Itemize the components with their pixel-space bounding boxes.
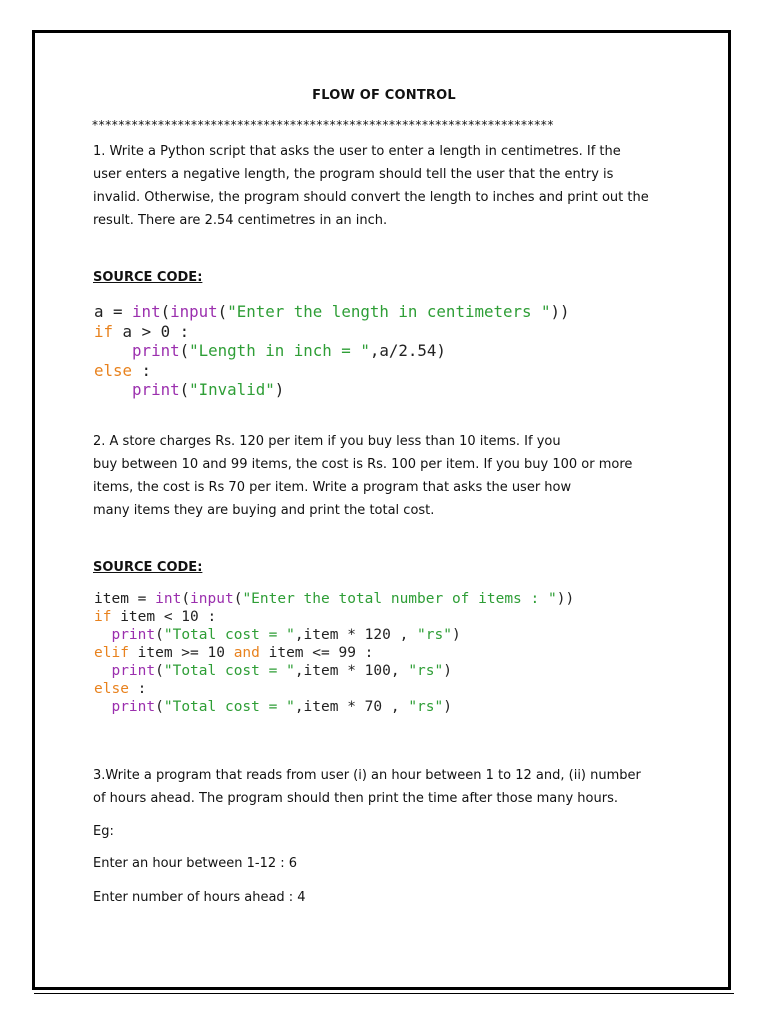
code-token: ): [274, 380, 285, 399]
question-3-line: 3.Write a program that reads from user (i) an hour between 1 to 12 and, (ii) number: [93, 768, 641, 783]
code-token: (: [181, 591, 191, 607]
code-block-1: [94, 302, 570, 400]
code-token: (: [160, 302, 171, 321]
string-token: "Length in inch = ": [189, 341, 370, 360]
question-1-line: user enters a negative length, the program should tell the user that the entry is: [93, 167, 614, 182]
code-indent: [94, 341, 132, 360]
code-token: item <= 99 :: [259, 645, 374, 661]
code-token: (: [155, 627, 164, 643]
code-token: ,a/2.54): [369, 341, 446, 360]
code-block-1-line: [94, 361, 570, 381]
code-token: (: [179, 341, 190, 360]
code-block-2: [94, 590, 574, 716]
code-block-2-line: [94, 608, 574, 626]
page-title: FLOW OF CONTROL: [312, 88, 456, 103]
question-2-line: items, the cost is Rs 70 per item. Write a program that asks the user how: [93, 480, 572, 495]
keyword-token: if: [94, 609, 112, 625]
code-indent: [94, 699, 111, 715]
code-token: ): [451, 627, 461, 643]
code-block-2-line: [94, 590, 574, 608]
code-block-2-line: [94, 662, 574, 680]
code-token: item =: [94, 591, 156, 607]
string-token: "Total cost = ": [163, 663, 295, 679]
keyword-token: if: [94, 321, 114, 341]
question-2-line: 2. A store charges Rs. 120 per item if you buy less than 10 items. If you: [93, 434, 561, 449]
code-token: (: [217, 302, 228, 321]
code-token: (: [233, 591, 243, 607]
keyword-token: and: [233, 645, 260, 661]
code-token: ,item * 70 ,: [294, 699, 409, 715]
question-2: [93, 430, 632, 522]
code-token: item >= 10: [128, 645, 234, 661]
code-token: :: [132, 360, 152, 380]
code-block-1-line: [94, 380, 570, 400]
code-token: )): [556, 591, 575, 607]
string-token: "rs": [408, 663, 444, 679]
code-token: item < 10 :: [111, 609, 217, 625]
code-token: )): [550, 302, 570, 321]
question-2-line: buy between 10 and 99 items, the cost is Rs. 100 per item. If you buy 100 or more: [93, 457, 633, 472]
string-token: "Enter the length in centimeters ": [227, 302, 551, 321]
code-indent: [94, 663, 111, 679]
string-token: "Total cost = ": [163, 699, 295, 715]
code-block-1-line: [94, 341, 570, 361]
code-block-2-line: [94, 680, 574, 698]
question-1-line: result. There are 2.54 centimetres in an inch.: [93, 213, 388, 228]
string-token: "Invalid": [189, 380, 275, 399]
code-token: (: [155, 699, 164, 715]
code-token: (: [155, 663, 164, 679]
example-line-hour: Enter an hour between 1-12 : 6: [93, 856, 298, 871]
builtin-token: print: [111, 663, 156, 679]
code-token: (: [179, 380, 190, 399]
builtin-token: print: [132, 380, 180, 399]
code-token: ): [443, 663, 452, 679]
question-3: [93, 764, 641, 810]
string-token: "rs": [408, 699, 444, 715]
keyword-token: elif: [94, 645, 129, 661]
builtin-token: print: [111, 627, 156, 643]
code-token: a > 0 :: [113, 321, 190, 341]
code-block-2-line: [94, 644, 574, 662]
example-label: Eg:: [93, 824, 114, 839]
page-border-underline: [34, 993, 734, 994]
code-block-1-line: [94, 302, 570, 322]
string-token: "Total cost = ": [163, 627, 295, 643]
code-block-1-line: [94, 322, 570, 342]
builtin-token: input: [170, 302, 218, 321]
builtin-token: print: [111, 699, 156, 715]
code-block-2-line: [94, 626, 574, 644]
question-3-line: of hours ahead. The program should then print the time after those many hours.: [93, 791, 618, 806]
keyword-token: else: [94, 360, 133, 380]
code-token: a =: [94, 302, 133, 321]
builtin-token: int: [132, 302, 161, 321]
question-1-line: 1. Write a Python script that asks the user to enter a length in centimetres. If the: [93, 144, 621, 159]
code-indent: [94, 627, 111, 643]
question-1: [93, 140, 649, 232]
source-code-heading-2: SOURCE CODE:: [93, 560, 203, 575]
builtin-token: int: [155, 591, 182, 607]
code-block-2-line: [94, 698, 574, 716]
keyword-token: else: [94, 681, 129, 697]
builtin-token: input: [190, 591, 234, 607]
question-2-line: many items they are buying and print the total cost.: [93, 503, 435, 518]
code-token: ,item * 100,: [294, 663, 409, 679]
example-line-hours-ahead: Enter number of hours ahead : 4: [93, 890, 306, 905]
code-token: ,item * 120 ,: [294, 627, 418, 643]
string-token: "Enter the total number of items : ": [242, 591, 557, 607]
code-token: :: [128, 681, 147, 697]
separator-line: **********************************************************************: [92, 118, 554, 132]
source-code-heading-1: SOURCE CODE:: [93, 270, 203, 285]
string-token: "rs": [417, 627, 452, 643]
code-token: ): [443, 699, 452, 715]
code-indent: [94, 380, 132, 399]
builtin-token: print: [132, 341, 180, 360]
question-1-line: invalid. Otherwise, the program should convert the length to inches and print out the: [93, 190, 649, 205]
